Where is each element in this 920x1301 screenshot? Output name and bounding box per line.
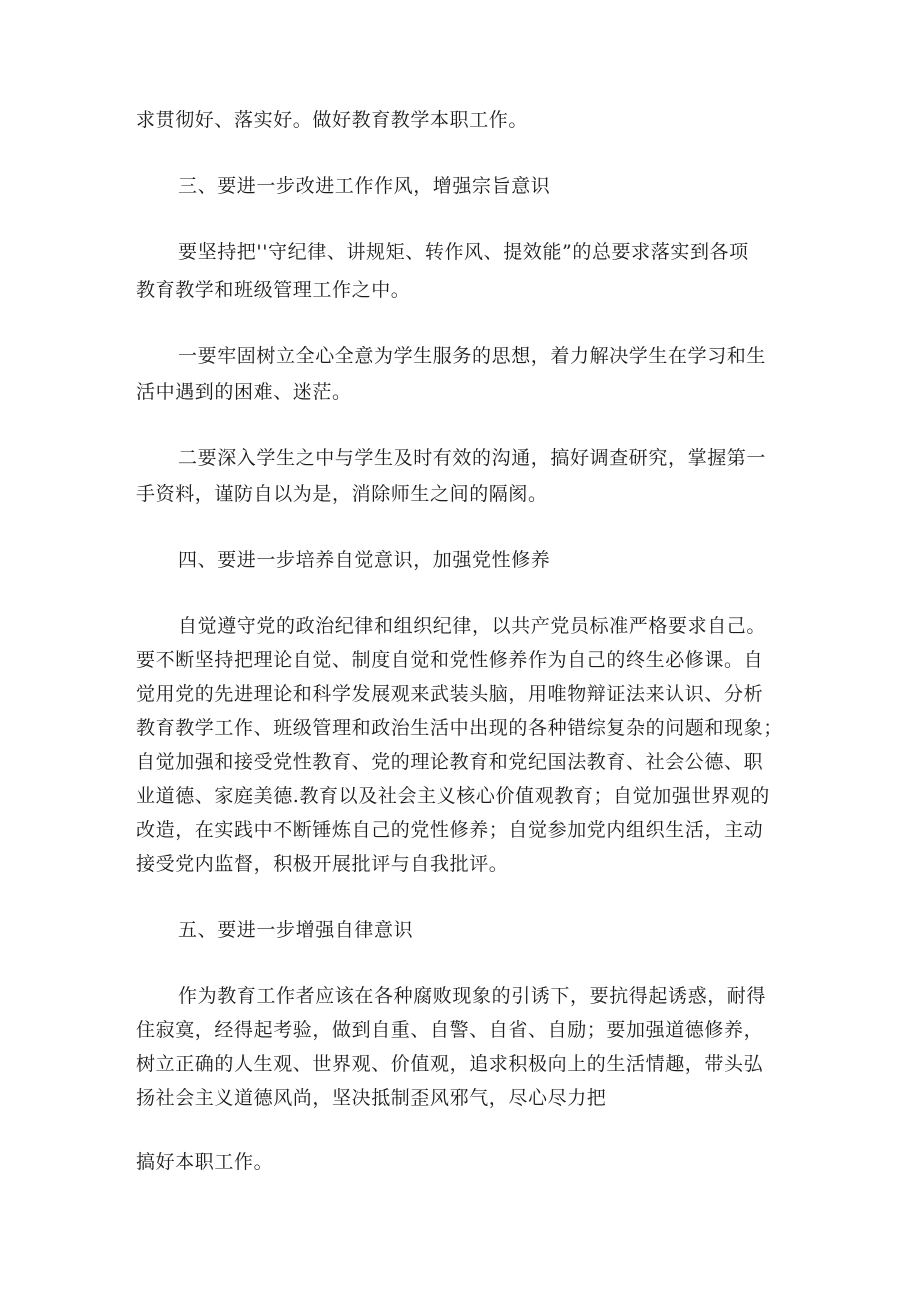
- paragraph-line: 作为教育工作者应该在各种腐败现象的引诱下，要抗得起诱惑，耐得: [178, 985, 767, 1007]
- paragraph-line: 要坚持把''守纪律、讲规矩、转作风、提效能”的总要求落实到各项: [178, 241, 749, 263]
- paragraph-line: 树立正确的人生观、世界观、价值观，追求积极向上的生活情趣，带头弘: [136, 1053, 764, 1075]
- paragraph-line: 教育教学工作、班级管理和政治生活中出现的各种错综复杂的问题和现象；: [136, 717, 783, 739]
- paragraph-line: 扬社会主义道德风尚，坚决抵制歪风邪气，尽心尽力把: [136, 1087, 607, 1109]
- paragraph-line: 教育教学和班级管理工作之中。: [136, 279, 411, 301]
- paragraph-line: 业道德、家庭美德.教育以及社会主义核心价值观教育；自觉加强世界观的: [136, 785, 770, 807]
- paragraph-line: 接受党内监督，积极开展批评与自我批评。: [136, 853, 509, 875]
- paragraph-line: 住寂寞，经得起考验，做到自重、自警、自省、自励；要加强道德修养，: [136, 1019, 764, 1041]
- paragraph-line: 自觉加强和接受党性教育、党的理论教育和党纪国法教育、社会公德、职: [136, 751, 764, 773]
- paragraph-line: 要不断坚持把理论自觉、制度自觉和党性修养作为自己的终生必修课。自: [136, 649, 764, 671]
- paragraph-line: 手资料，谨防自以为是，消除师生之间的隔阂。: [136, 483, 548, 505]
- paragraph-line: 改造，在实践中不断锤炼自己的党性修养；自觉参加党内组织生活，主动: [136, 819, 764, 841]
- section-heading-4: 四、要进一步培养自觉意识，加强党性修养: [178, 549, 551, 571]
- paragraph-line: 求贯彻好、落实好。做好教育教学本职工作。: [136, 109, 529, 131]
- paragraph-line: 觉用党的先进理论和科学发展观来武装头脑，用唯物辩证法来认识、分析: [136, 683, 764, 705]
- paragraph-line: 二要深入学生之中与学生及时有效的沟通，搞好调查研究，掌握第一: [178, 447, 767, 469]
- paragraph-line: 自觉遵守党的政治纪律和组织纪律，以共产党员标准严格要求自己。: [178, 615, 767, 637]
- paragraph-line: 活中遇到的困难、迷茫。: [136, 381, 352, 403]
- paragraph-line: 一要牢固树立全心全意为学生服务的思想，着力解决学生在学习和生: [178, 345, 767, 367]
- section-heading-3: 三、要进一步改进工作作风，增强宗旨意识: [178, 175, 551, 197]
- paragraph-line: 搞好本职工作。: [136, 1151, 274, 1173]
- section-heading-5: 五、要进一步增强自律意识: [178, 919, 414, 941]
